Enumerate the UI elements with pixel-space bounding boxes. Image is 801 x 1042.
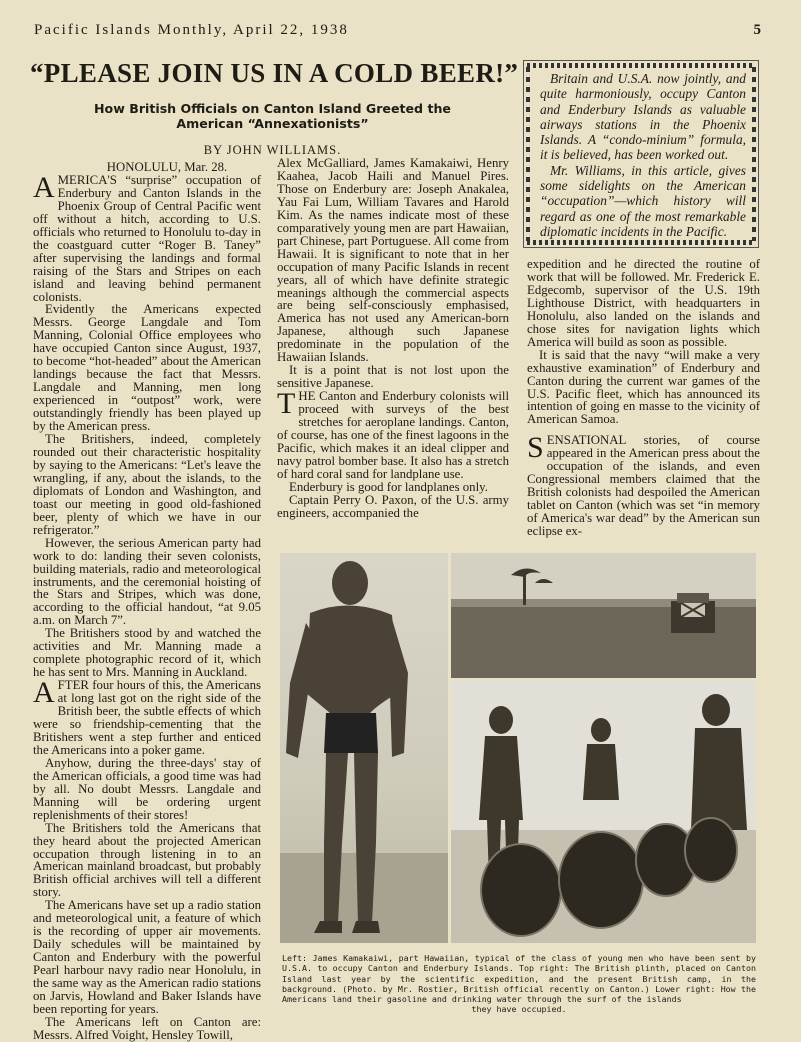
article-column-1 — [33, 161, 261, 1042]
dateline: HONOLULU, Mar. 28. — [106, 160, 228, 174]
article-paragraph: It is a point that is not lost upon the sensitive Japanese. — [277, 363, 509, 391]
decorative-border — [527, 240, 755, 245]
editorial-note-box — [523, 60, 759, 248]
decorative-border — [527, 63, 755, 68]
paragraph-text: ENSATIONAL stories, of course appeared in the American press about the occupation of the islands, and even Congressional members claimed that the British colonists had despoiled the American tablet on Canton (which was set “in memory of America's war dead” by the American sun eclipse ex- — [527, 433, 760, 539]
photo-young-man — [280, 553, 448, 943]
article-paragraph: Captain Perry O. Paxon, of the U.S. army engineers, accompanied the — [277, 492, 509, 520]
article-paragraph: The Britishers stood by and watched the activities and Mr. Manning made a complete photographic record of it, which he has sent to Mrs. Manning in Auckland. — [33, 626, 261, 680]
article-paragraph — [33, 170, 261, 304]
editorial-note-paragraph: Britain and U.S.A. now jointly, and quite harmoniously, occupy Canton and Enderbury Islands as valuable airways stations in the Phoenix Islands. A “condo-minium” formula, it is believed, has been worked out. — [540, 71, 746, 163]
drop-cap: S — [527, 431, 544, 465]
article-paragraph: The Britishers told the Americans that they heard about the projected American occupation through listening in to an American mainland broadcast, but probably British official archives will tell a different story. — [33, 820, 261, 900]
decorative-border — [752, 67, 756, 241]
article-paragraph: The Britishers, indeed, completely rounded out their characteristic hospitality by saying to the Americans: “Let's leave the wrangling, if any, about the islands, to the diplomats of London and Washington, and toast our meeting in good old-fashioned beer, plenty of which we have in our refrigerator.” — [33, 432, 261, 537]
subhead-line-1: How British Officials on Canton Island Greeted the — [94, 101, 451, 116]
article-headline: “PLEASE JOIN US IN A COLD BEER!” — [30, 58, 519, 88]
article-paragraph — [277, 387, 509, 481]
article-paragraph: However, the serious American party had work to do: landing their seven colonists, building materials, radio and meteorological instruments, and the ceremonial hoisting of the Stars and Stripes, which was done, according to the official handout, “at 9.05 a.m. on March 7”. — [33, 535, 261, 628]
article-paragraph: It is said that the navy “will make a very exhaustive examination” of Enderbury and Canton during the current war games of the U.S. Pacific fleet, which has announced its intention of going en masse to the vicinity of American Samoa. — [527, 347, 760, 427]
article-subhead — [30, 101, 515, 131]
article-paragraph: expedition and he directed the routine of work that will be followed. Mr. Frederick E. Edgecomb, supervisor of the U.S. 19th Lighthouse District, with headquarters in Honolulu, also landed on the islands and chose sites for navigation lights which America will build as soon as possible. — [527, 257, 760, 349]
subhead-line-2: American “Annexationists” — [176, 116, 369, 131]
running-header — [34, 22, 761, 46]
running-title: Pacific Islands Monthly, April 22, 1938 — [34, 22, 349, 38]
article-column-2 — [277, 157, 509, 520]
paragraph-text: FTER four hours of this, the Americans at long last got on the right side of the British beer, the subtle effects of which were so friendship-cementing that the Britishers went a step further and enticed the Americans into a poker game. — [33, 678, 261, 757]
drop-cap: T — [277, 387, 296, 421]
article-paragraph: Anyhow, during the three-days' stay of the American officials, a good time was had by all. No doubt Messrs. Langdale and Manning will be ordering urgent replenishments of their stores! — [33, 755, 261, 822]
editorial-note-paragraph: Mr. Williams, in this article, gives some sidelights on the American “occupation”—which history will regard as one of the most remarkable diplomatic incidents in the Pacific. — [540, 162, 746, 239]
decorative-border — [526, 67, 530, 241]
article-paragraph: Alex McGalliard, James Kamakaiwi, Henry Kaahea, Jacob Haili and Manuel Pires. Those on Enderbury are: Joseph Anakalea, Yau Fai Lum, William Tavares and Harold Kim. As the names indicate most of these comparatively young men are part Hawaiian, part Chinese, part Portuguese. All come from Hawaii. It is significant to note that in her occupation of many Pacific Islands in recent years, all of which have definite strategic meanings although the commercial aspects are being self-consciously emphasised, America has not used any American-born Japanese, although such Japanese predominate in the population of the Hawaiian Islands. — [277, 156, 509, 365]
article-paragraph — [527, 431, 760, 539]
article-paragraph: The Americans have set up a radio station and meteorological unit, a feature of which is the recording of upper air movements. Daily schedules will be maintained by Canton and Enderbury with the powerful Pearl harbour navy radio near Honolulu, in the same way as the American radio stations on Jarvis, Howland and Baker Islands have been reporting for years. — [33, 898, 261, 1016]
photo-caption — [282, 953, 756, 1015]
drop-cap: A — [33, 676, 55, 710]
article-paragraph: Evidently the Americans expected Messrs. George Langdale and Tom Manning, Colonial Office employees who have occupied Canton since August, 1937, to become “hot-headed” about the American landings because the fact that Messrs. Langdale and Manning, men long experienced in “outpost” work, were outstandingly friendly has been played up by the American press. — [33, 302, 261, 434]
article-paragraph — [33, 676, 261, 757]
photo-landing-barrels — [451, 680, 756, 943]
byline: BY JOHN WILLIAMS. — [203, 143, 342, 157]
photo-british-plinth — [451, 553, 756, 678]
article-column-3 — [527, 258, 760, 538]
page-number: 5 — [753, 22, 761, 38]
article-paragraph: Enderbury is good for landplanes only. — [289, 479, 488, 494]
article-paragraph: The Americans left on Canton are: Messrs. Alfred Voight, Hensley Towill, — [33, 1014, 261, 1042]
caption-last-line: they have occupied. — [471, 1004, 567, 1015]
paragraph-text: MERICA'S “surprise” occupation of Enderbury and Canton Islands in the Phoenix Group of Central Pacific went off without a hitch, according to U.S. officials who returned to Honolulu to-day in the coastguard cutter “Roger B. Taney” after supervising the landings and formal raising of the Stars and Stripes on each island and leaving behind permanent colonists. — [33, 172, 261, 304]
drop-cap: A — [33, 170, 55, 204]
paragraph-text: HE Canton and Enderbury colonists will proceed with surveys of the best stretches for aeroplane landings. Canton, of course, has one of the finest lagoons in the Pacific, which makes it an ideal clipper and navy patrol bomber base. It also has a stretch of hard coral sand for landplane use. — [277, 389, 509, 481]
caption-text: Left: James Kamakaiwi, part Hawaiian, typical of the class of young men who have been sent by U.S.A. to occupy Canton and Enderbury Islands. Top right: The British plinth, placed on Canton Island last year by the scientific expedition, and the present British camp, in the background. (Photo. by Mr. Rostier, British official recently on Canton.) Lower right: How the Americans land their gasoline and drinking water through the surf of the islands — [282, 953, 756, 1005]
